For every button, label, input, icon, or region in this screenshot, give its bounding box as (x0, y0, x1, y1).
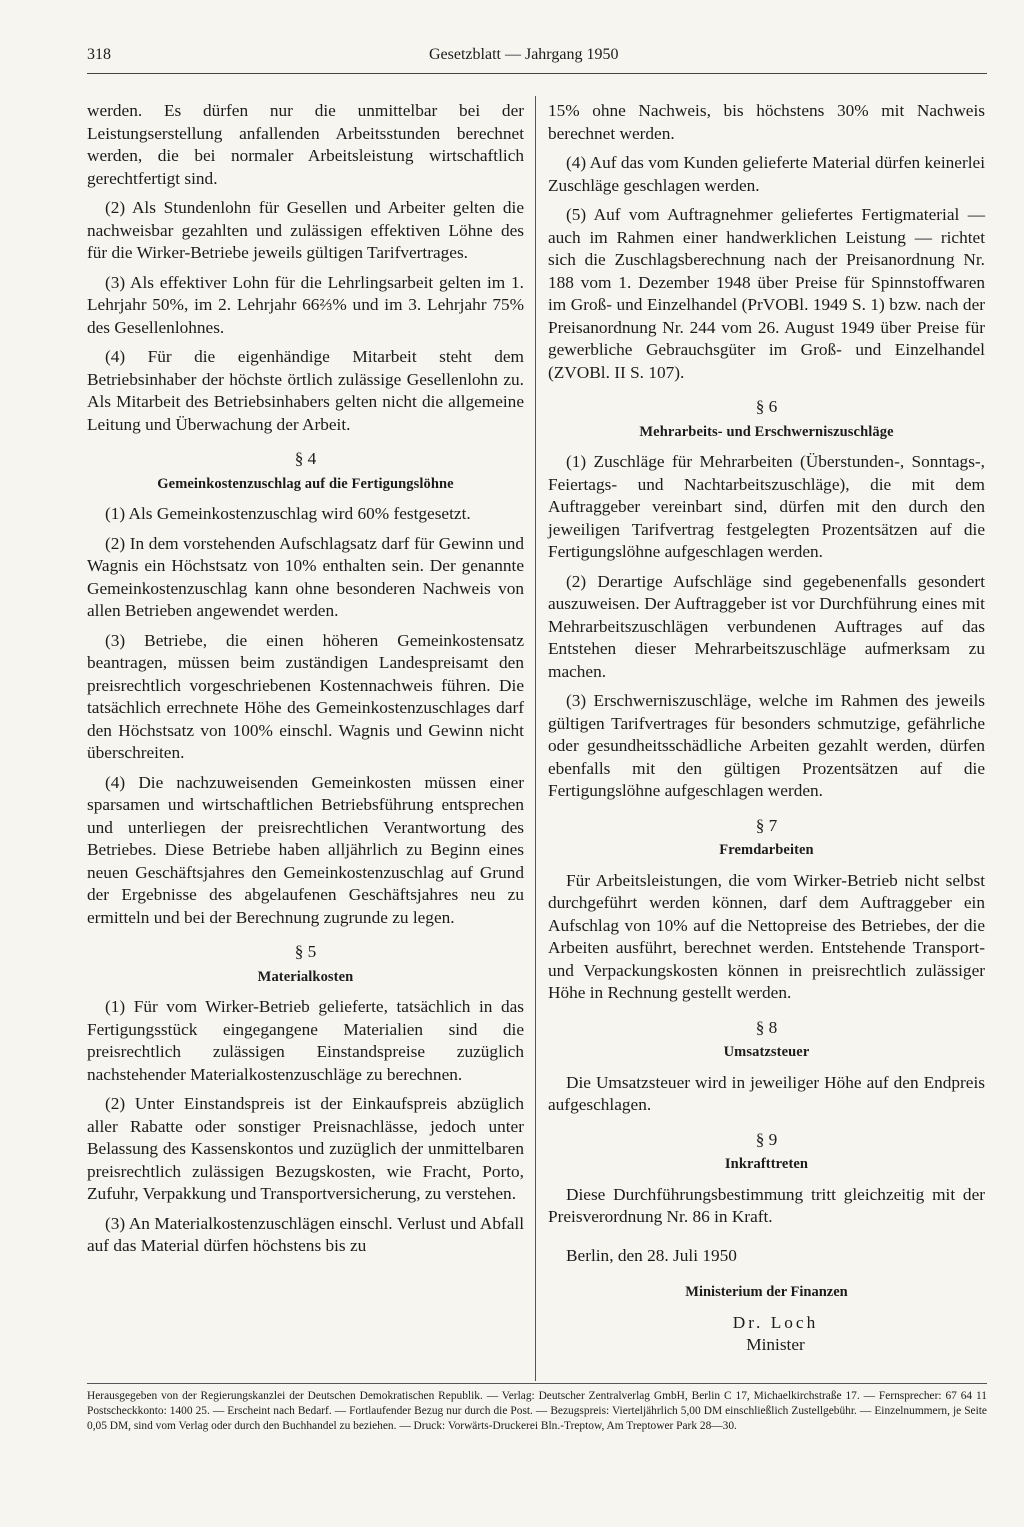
section-number-4: § 4 (294, 449, 317, 468)
paragraph: (2) Derartige Aufschläge sind gegebenenfalls gesondert auszuweisen. Der Auftraggeber ist vor Durchführung eines mit Mehrarbeitszuschlägen verbundenen Auftrages auf das Entstehen dieser Mehrarbeitszuschläge aufmerksam zu machen. (548, 571, 985, 681)
paragraph: (2) Als Stundenlohn für Gesellen und Arbeiter gelten die nachweisbar gezahlten und zulässigen effektiven Löhne des für die Wirker-Betriebe jeweils gültigen Tarifvertrages. (87, 198, 524, 262)
column-divider (535, 96, 536, 1381)
paragraph: (3) Erschwerniszuschläge, welche im Rahmen des jeweils gültigen Tarifvertrages für besonders schmutzige, gefährliche oder gesundheitsschädliche Arbeiten gezahlt werden, dürfen ebenfalls mit den gültigen Prozentsätzen auf die Fertigungslöhne aufgeschlagen werden. (548, 691, 985, 800)
page-number: 318 (87, 46, 111, 63)
signatory-name: Dr. Loch (732, 1312, 819, 1332)
signatory-title: Minister (746, 1335, 805, 1354)
paragraph: (4) Die nachzuweisenden Gemeinkosten müssen einer sparsamen und wirtschaftlichen Betriebsführung entsprechen und unterliegen der preisrechtlichen Verantwortung des Betriebes. Diese Betriebe haben alljährlich zu Beginn eines neuen Geschäftsjahres den Gemeinkostenzuschlag auf Grund der Ergebnisse des abgelaufenen Geschäftsjahres neu zu ermitteln und bei der Berechnung zugrunde zu legen. (87, 772, 524, 927)
paragraph: Diese Durchführungsbestimmung tritt gleichzeitig mit der Preisverordnung Nr. 86 in Kraft. (548, 1184, 985, 1226)
paragraph: (3) Als effektiver Lohn für die Lehrlingsarbeit gelten im 1. Lehrjahr 50%, im 2. Lehrjahr 66⅔% und im 3. Lehrjahr 75% des Gesellenlohnes. (87, 272, 524, 337)
section-number-5: § 5 (294, 942, 317, 961)
page-header (87, 46, 987, 72)
left-column (87, 100, 524, 1265)
ministry-name: Ministerium der Finanzen (685, 1284, 848, 1300)
section-title-7: Fremdarbeiten (719, 842, 814, 858)
section-number-9: § 9 (755, 1129, 778, 1149)
section-number-6: § 6 (755, 397, 778, 416)
section-number-7: § 7 (755, 815, 778, 835)
right-column (548, 100, 985, 1357)
section-title-9: Inkrafttreten (724, 1156, 809, 1172)
paragraph: (5) Auf vom Auftragnehmer geliefertes Fertigmaterial — auch im Rahmen einer handwerklichen Leistung — richtet sich die Zuschlagsberechnung nach der Preisanordnung Nr. 188 vom 1. Dezember 1948 über Preise für Spinnstoffwaren im Groß- und Einzelhandel (PrVOBl. 1949 S. 1) bzw. nach der Preisanordnung Nr. 244 vom 26. August 1949 über Preise für gewerbliche Gebrauchsgüter im Groß- und Einzelhandel (ZVOBl. II S. 107). (548, 205, 985, 382)
page-header-title: Gesetzblatt — Jahrgang 1950 (429, 46, 619, 63)
paragraph: werden. Es dürfen nur die unmittelbar bei der Leistungserstellung anfallenden Arbeitsstunden berechnet werden, die bei normaler Arbeitsleistung wirtschaftlich gerechtfertigt sind. (87, 101, 524, 188)
paragraph: (4) Für die eigenhändige Mitarbeit steht dem Betriebsinhaber der höchste örtlich zulässige Gesellenlohn zu. Als Mitarbeit des Betriebsinhabers gelten nicht die allgemeine Leitung und Überwachung der Arbeit. (87, 347, 524, 434)
paragraph: (1) Zuschläge für Mehrarbeiten (Überstunden-, Sonntags-, Feiertags- und Nachtarbeitszuschläge), die mit dem Auftraggeber vereinbart sind, dürfen mit den durch den jeweiligen Tarifvertrag festgelegten Prozentsätzen auf die Fertigungslöhne aufgeschlagen werden. (548, 452, 985, 561)
section-title-6: Mehrarbeits- und Erschwerniszuschläge (639, 423, 894, 440)
paragraph: Für Arbeitsleistungen, die vom Wirker-Betrieb nicht selbst durchgeführt werden können, darf dem Auftraggeber ein Aufschlag von 10% auf die Nettopreise des Betriebes, der die Arbeiten ausführt, berechnet werden. Entstehende Transport- und Verpackungskosten können in preisrechtlich zulässiger Höhe in Rechnung gestellt werden. (548, 870, 985, 1002)
publisher-footer: Herausgegeben von der Regierungskanzlei der Deutschen Demokratischen Republik. — Verlag: Deutscher Zentralverlag GmbH, Berlin C 17, Michaelkirchstraße 17. — Fernsprecher: 67 64 11 Postscheckkonto: 1400 25. — Erscheint nach Bedarf. — Fortlaufender Bezug nur durch die Post. — Bezugspreis: Vierteljährlich 5,00 DM einschließlich Zustellgebühr. — Einzelnummern, je Seite 0,05 DM, sind vom Verlag oder durch den Buchhandel zu beziehen. — Druck: Vorwärts-Druckerei Bln.-Treptow, Am Treptower Park 28—30. (87, 1390, 987, 1432)
header-rule (87, 73, 987, 74)
paragraph: (3) An Materialkostenzuschlägen einschl. Verlust und Abfall auf das Material dürfen höchstens bis zu (87, 1213, 524, 1255)
paragraph: Die Umsatzsteuer wird in jeweiliger Höhe auf den Endpreis aufgeschlagen. (548, 1072, 985, 1114)
paragraph: (3) Betriebe, die einen höheren Gemeinkostensatz beantragen, müssen beim zuständigen Landespreisamt den preisrechtlich vorgeschriebenen Kostennachweis führen. Die tatsächlich errechnete Höhe des Gemeinkostenzuschlages darf den Höchstsatz von 100% einschl. Wagnis und Gewinn nicht überschreiten. (87, 630, 524, 762)
place-date: Berlin, den 28. Juli 1950 (566, 1245, 737, 1265)
section-title-4: Gemeinkostenzuschlag auf die Fertigungslöhne (157, 475, 454, 492)
section-number-8: § 8 (755, 1017, 778, 1037)
footer-rule (87, 1383, 987, 1384)
paragraph: (1) Für vom Wirker-Betrieb gelieferte, tatsächlich in das Fertigungsstück eingegangene Materialien sind die preisrechtlich zulässigen Einstandspreise zuzüglich nachstehender Materialkostenzuschläge zu berechnen. (87, 997, 524, 1084)
section-title-5: Materialkosten (257, 968, 354, 985)
section-title-8: Umsatzsteuer (723, 1044, 810, 1060)
paragraph: 15% ohne Nachweis, bis höchstens 30% mit Nachweis berechnet werden. (548, 101, 985, 143)
paragraph: (4) Auf das vom Kunden gelieferte Material dürfen keinerlei Zuschläge geschlagen werden. (548, 153, 985, 195)
paragraph: (2) Unter Einstandspreis ist der Einkaufspreis abzüglich aller Rabatte oder sonstiger Preisnachlässe, jedoch unter Belassung des Kassenskontos und zuzüglich der unmittelbaren preisrechtlich zulässigen Bezugskosten, wie Fracht, Porto, Zufuhr, Verpakkung und Transportversicherung, zu verstehen. (87, 1094, 524, 1203)
paragraph: (1) Als Gemeinkostenzuschlag wird 60% festgesetzt. (105, 504, 471, 523)
paragraph: (2) In dem vorstehenden Aufschlagsatz darf für Gewinn und Wagnis ein Höchstsatz von 10% enthalten sein. Der genannte Gemeinkostenzuschlag kann ohne besonderen Nachweis von allen Betrieben angewendet werden. (87, 533, 524, 620)
